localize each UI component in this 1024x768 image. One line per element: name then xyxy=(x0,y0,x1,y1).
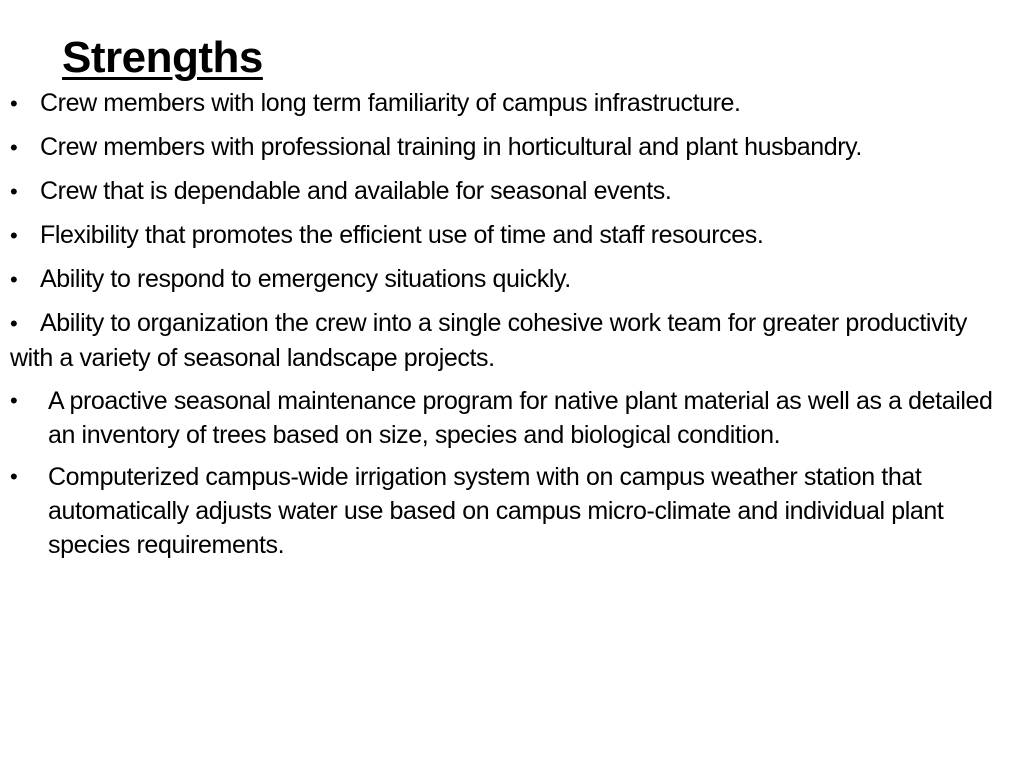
bullet-icon: • xyxy=(10,267,18,292)
list-item xyxy=(10,262,1016,297)
list-item-text: Crew members with professional training in horticultural and plant husbandry. xyxy=(40,133,862,161)
bullet-icon: • xyxy=(10,464,18,489)
list-item xyxy=(10,218,1016,253)
list-item xyxy=(10,174,1016,209)
list-item xyxy=(10,460,1016,562)
bullet-icon: • xyxy=(10,388,18,413)
bullet-icon: • xyxy=(10,135,18,160)
bullet-list xyxy=(10,86,1016,570)
list-item xyxy=(10,306,1016,375)
list-item-text: Ability to respond to emergency situations quickly. xyxy=(40,265,571,293)
list-item xyxy=(10,384,1016,452)
list-item xyxy=(10,86,1016,121)
list-item-text: Computerized campus-wide irrigation system with on campus weather station that automatically adjusts water use based on campus micro-climate and individual plant species requirements. xyxy=(48,463,944,559)
list-item-text: Crew members with long term familiarity of campus infrastructure. xyxy=(40,89,741,117)
bullet-icon: • xyxy=(10,311,18,336)
list-item-text: Crew that is dependable and available for seasonal events. xyxy=(40,177,672,205)
list-item-text: Ability to organization the crew into a single cohesive work team for greater productivity with a variety of seasonal landscape projects. xyxy=(10,309,967,372)
bullet-icon: • xyxy=(10,223,18,248)
list-item-text: Flexibility that promotes the efficient use of time and staff resources. xyxy=(40,221,764,249)
bullet-icon: • xyxy=(10,179,18,204)
slide-title: Strengths xyxy=(62,33,263,82)
list-item-text: A proactive seasonal maintenance program for native plant material as well as a detailed an inventory of trees based on size, species and biological condition. xyxy=(48,387,993,449)
list-item xyxy=(10,130,1016,165)
bullet-icon: • xyxy=(10,91,18,116)
